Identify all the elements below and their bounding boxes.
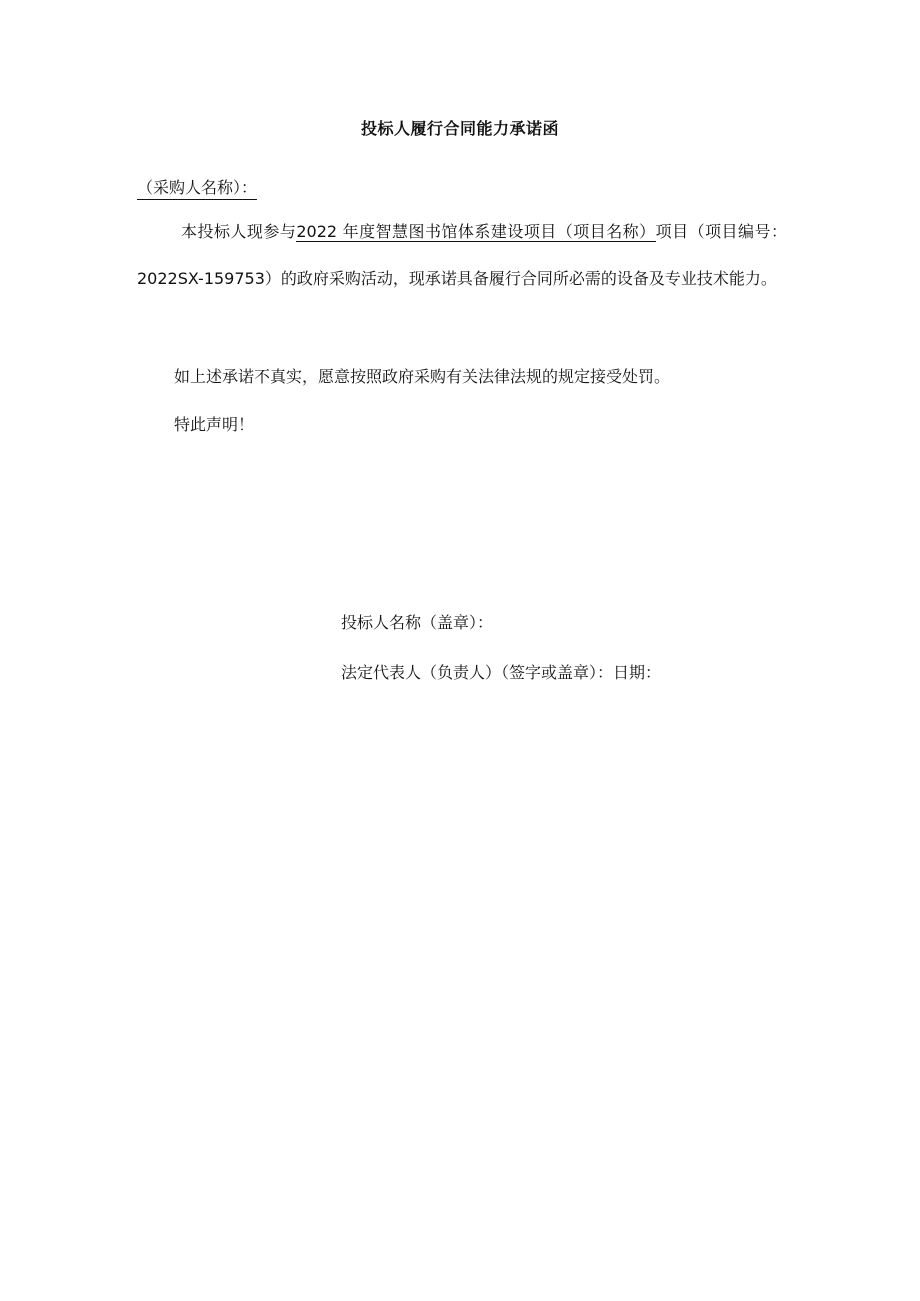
legal-representative-signature-field: 法定代表人（负责人）（签字或盖章）：日期： [341, 663, 662, 682]
bidder-name-seal-field: 投标人名称（盖章）： [341, 613, 494, 632]
project-name: 2022 年度智慧图书馆体系建设项目（项目名称） [296, 222, 656, 241]
paragraph-lead: 本投标人现参与 [181, 222, 297, 241]
closing-statement: 特此声明！ [174, 415, 255, 434]
commitment-paragraph [137, 208, 787, 302]
penalty-paragraph: 如上述承诺不真实，愿意按照政府采购有关法律法规的规定接受处罚。 [174, 367, 671, 386]
paragraph-body: 项目（项目编号：2022SX-159753）的政府采购活动，现承诺具备履行合同所必需的设备及专业技术能力。 [137, 222, 787, 288]
document-title: 投标人履行合同能力承诺函 [360, 119, 559, 138]
addressee-line: （采购人名称）： [137, 178, 257, 200]
